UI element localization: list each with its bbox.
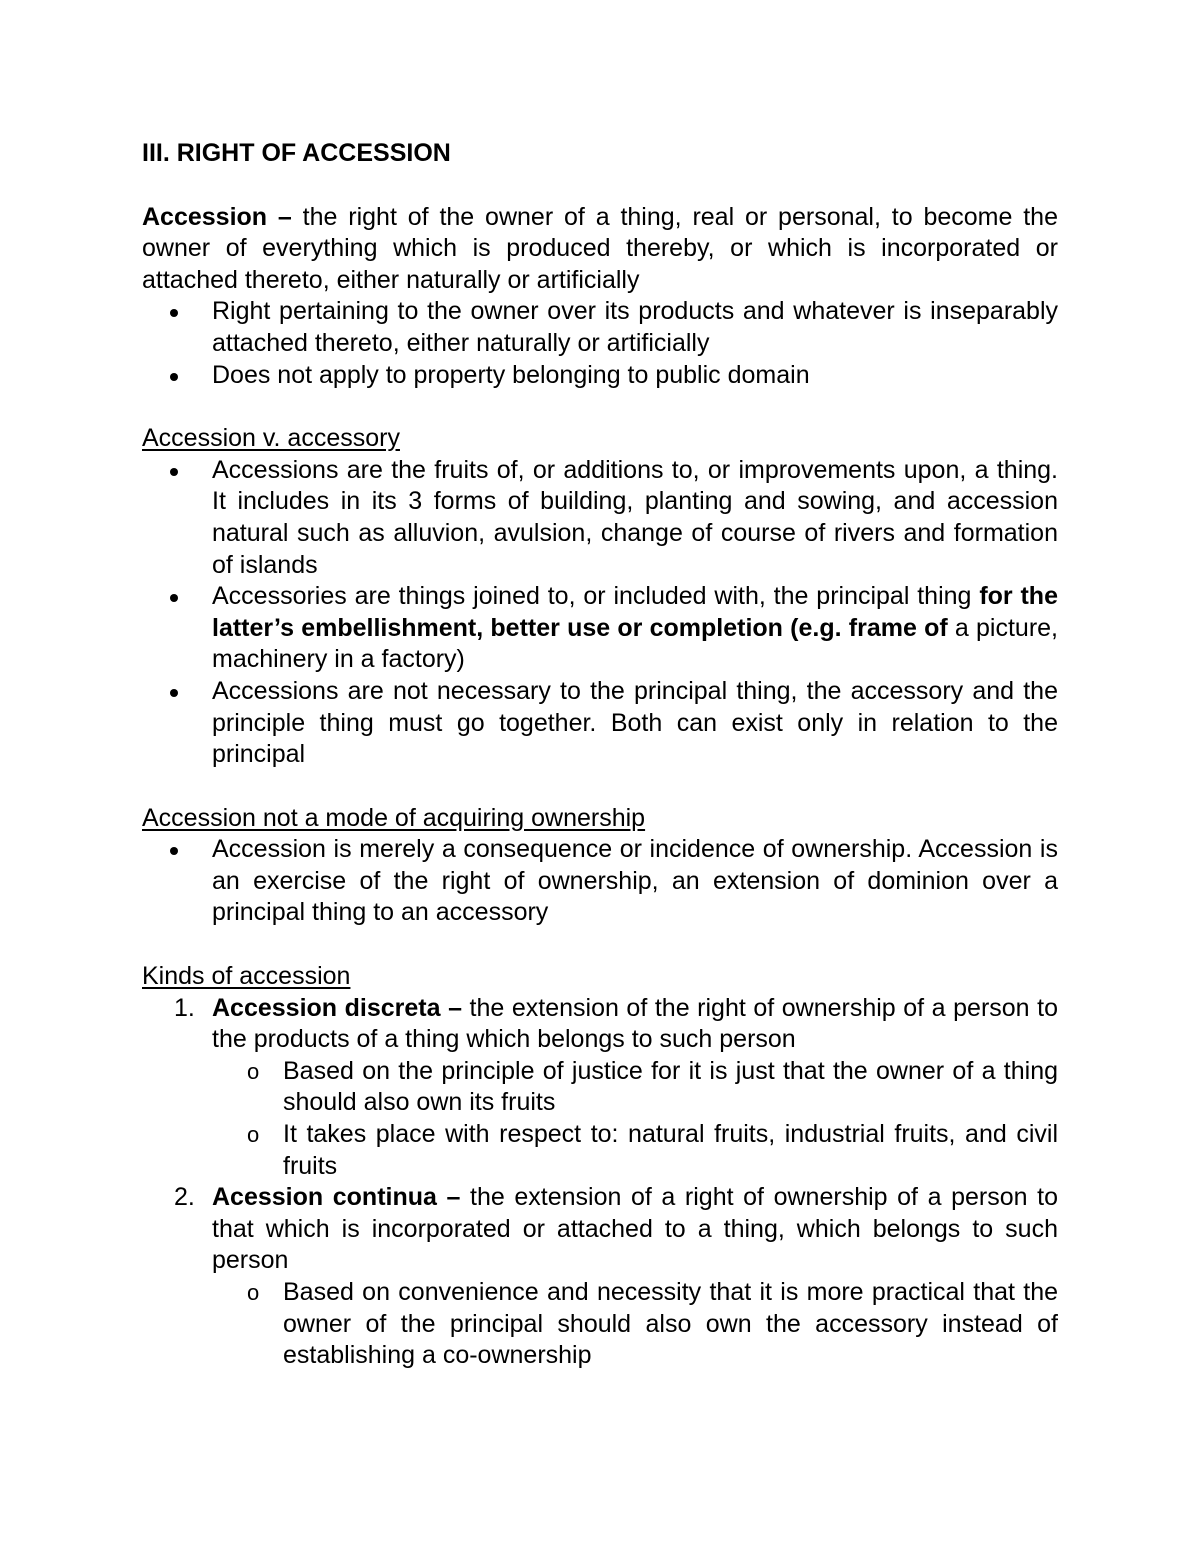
list-item (212, 676, 1058, 771)
item-term: Acession continua – (212, 1183, 461, 1212)
item-definition: the extension of a right of ownership of a person to that which is incorporated or attached to a thing, which belongs to such person (212, 1183, 1058, 1275)
sub-list (212, 1056, 1058, 1182)
numbered-item (174, 993, 1058, 1183)
sub-list-item (247, 1119, 1058, 1182)
item-text (212, 993, 1058, 1056)
bullet-icon (170, 309, 178, 317)
section-heading-accession-vs-accessory: Accession v. accessory (142, 424, 400, 453)
sub-item-text: It takes place with respect to: natural fruits, industrial fruits, and civil fruits (283, 1120, 1058, 1180)
bullet-icon (170, 468, 178, 476)
sub-list-item (247, 1056, 1058, 1119)
accessory-bullet-list (142, 455, 1058, 771)
circle-bullet-icon: o (247, 1280, 260, 1305)
sub-item-text: Based on convenience and necessity that it is more practical that the owner of the principal should also own the accessory instead of establishing a co-ownership (283, 1278, 1058, 1370)
bullet-text: Does not apply to property belonging to public domain (212, 360, 810, 389)
sub-list (212, 1277, 1058, 1372)
definition-bullet-list (142, 296, 1058, 391)
bullet-text-start: Accessories are things joined to, or included with, the principal thing (212, 582, 980, 611)
circle-bullet-icon: o (247, 1122, 260, 1148)
item-number: 1. (174, 993, 195, 1022)
bullet-text: Accession is merely a consequence or incidence of ownership. Accession is an exercise of the right of ownership, an extension of dominion over a principal thing to an accessory (212, 835, 1058, 927)
sub-list-item (247, 1277, 1058, 1372)
bullet-text: Right pertaining to the owner over its products and whatever is inseparably attached thereto, either naturally or artificially (212, 297, 1058, 357)
bullet-text: Accessions are not necessary to the principal thing, the accessory and the principle thing must go together. Both can exist only in relation to the principal (212, 676, 1058, 769)
document-page (142, 138, 1058, 1372)
mode-bullet-list (142, 834, 1058, 929)
numbered-item (174, 1182, 1058, 1372)
list-item (212, 296, 1058, 359)
bullet-icon (170, 689, 178, 697)
list-item (212, 455, 1058, 581)
bullet-icon (170, 594, 178, 602)
bullet-text-bold: for the latter’s embellishment, better use or completion (e.g. frame of (212, 582, 1058, 642)
bullet-icon (170, 373, 178, 381)
bullet-text-end: a picture, machinery in a factory) (212, 613, 1058, 674)
item-text (212, 1182, 1058, 1277)
item-number: 2. (174, 1183, 195, 1212)
list-item (212, 834, 1058, 929)
definition-text: the right of the owner of a thing, real or personal, to become the owner of everything which is produced thereby, or which is incorporated or attached thereto, either naturally or artificially (142, 202, 1058, 294)
definition-paragraph (142, 202, 1058, 297)
document-title: III. RIGHT OF ACCESSION (142, 139, 451, 167)
section-heading-not-a-mode: Accession not a mode of acquiring ownership (142, 803, 646, 832)
list-item (212, 360, 1058, 392)
kinds-numbered-list (142, 993, 1058, 1372)
section-heading-kinds: Kinds of accession (142, 962, 351, 991)
item-definition: the extension of the right of ownership of a person to the products of a thing which belongs to such person (212, 993, 1058, 1054)
circle-bullet-icon: o (247, 1058, 260, 1084)
list-item (212, 581, 1058, 676)
item-term: Accession discreta – (212, 993, 462, 1022)
definition-term: Accession – (142, 202, 292, 231)
bullet-text: Accessions are the fruits of, or additions to, or improvements upon, a thing. It includes in its 3 forms of building, planting and sowing, and accession natural such as alluvion, avulsion, change of course of rivers and formation of islands (212, 455, 1058, 579)
bullet-icon (170, 847, 178, 855)
sub-item-text: Based on the principle of justice for it is just that the owner of a thing should also own its fruits (283, 1056, 1058, 1117)
